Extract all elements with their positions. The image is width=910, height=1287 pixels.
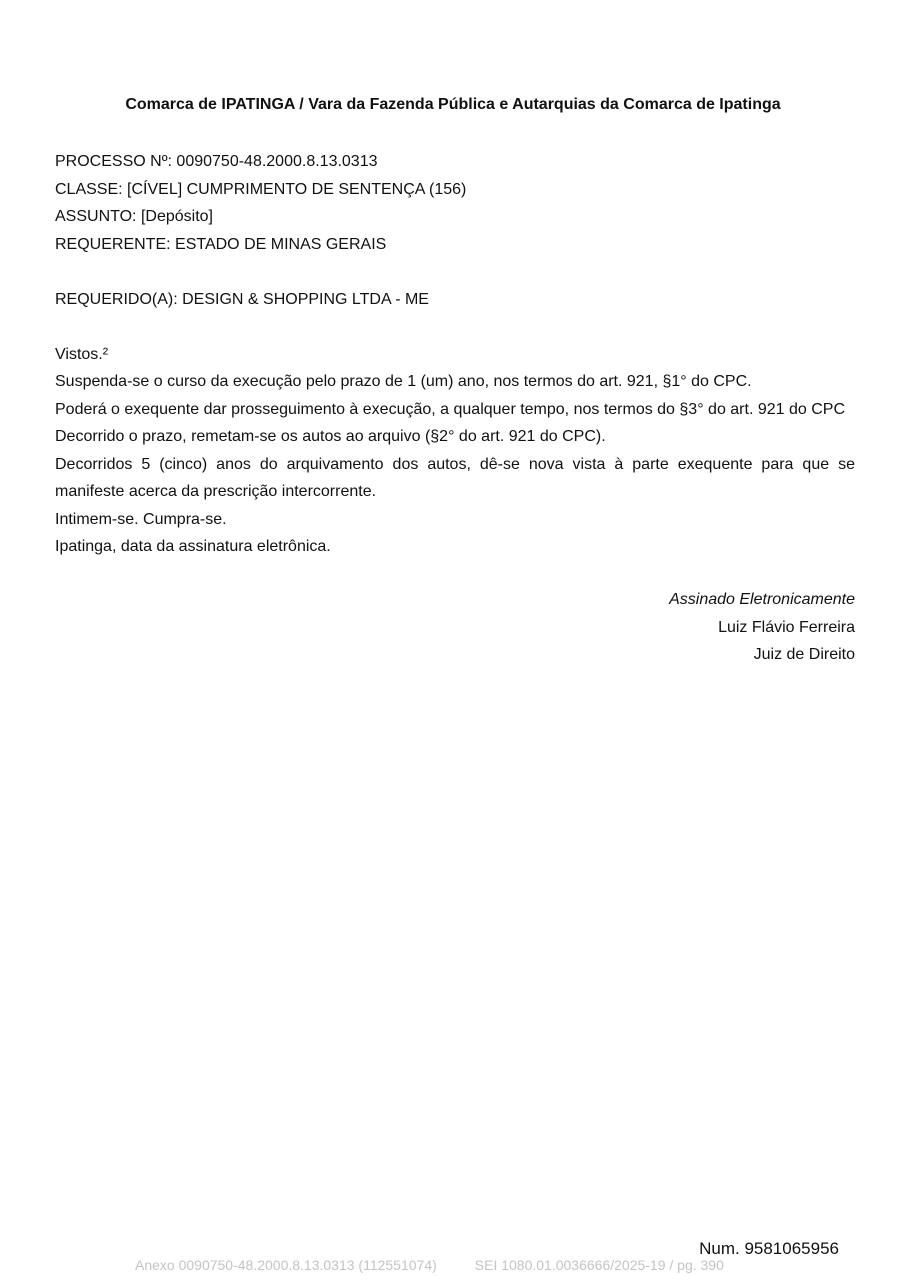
process-class: CLASSE: [CÍVEL] CUMPRIMENTO DE SENTENÇA (156) bbox=[55, 180, 467, 198]
document-number: Num. 9581065956 bbox=[699, 1239, 839, 1258]
decision-paragraph-archive: Decorrido o prazo, remetam-se os autos ao arquivo (§2° do art. 921 do CPC). bbox=[55, 428, 606, 445]
process-number: PROCESSO Nº: 0090750-48.2000.8.13.0313 bbox=[55, 153, 378, 170]
signature-status: Assinado Eletronicamente bbox=[669, 591, 855, 608]
footer-anexo: Anexo 0090750-48.2000.8.13.0313 (112551074) bbox=[135, 1257, 437, 1273]
decision-paragraph-prescription: Decorridos 5 (cinco) anos do arquivamento dos autos, dê-se nova vista à parte exequente para que se manifeste acerca da prescrição intercorrente. bbox=[55, 455, 855, 500]
court-header-title: Comarca de IPATINGA / Vara da Fazenda Pública e Autarquias da Comarca de Ipatinga bbox=[125, 96, 781, 113]
decision-paragraph-continuation: Poderá o exequente dar prosseguimento à execução, a qualquer tempo, nos termos do §3° do art. 921 do CPC bbox=[55, 400, 846, 418]
decision-paragraph-place-date: Ipatinga, data da assinatura eletrônica. bbox=[55, 538, 331, 555]
spacer bbox=[55, 258, 855, 286]
process-defendant: REQUERIDO(A): DESIGN & SHOPPING LTDA - ME bbox=[55, 290, 429, 308]
signature-block bbox=[55, 586, 855, 669]
process-plaintiff: REQUERENTE: ESTADO DE MINAS GERAIS bbox=[55, 235, 387, 253]
spacer bbox=[55, 313, 855, 341]
process-subject: ASSUNTO: [Depósito] bbox=[55, 208, 213, 225]
decision-vistos: Vistos.² bbox=[55, 345, 109, 363]
document-body bbox=[55, 148, 855, 561]
footer-sei: SEI 1080.01.0036666/2025-19 / pg. 390 bbox=[474, 1257, 724, 1273]
decision-paragraph-intimation: Intimem-se. Cumpra-se. bbox=[55, 510, 227, 528]
page-footer bbox=[135, 1256, 724, 1274]
signer-role: Juiz de Direito bbox=[753, 646, 855, 663]
signer-name: Luiz Flávio Ferreira bbox=[718, 618, 855, 636]
decision-paragraph-suspension: Suspenda-se o curso da execução pelo prazo de 1 (um) ano, nos termos do art. 921, §1° do CPC. bbox=[55, 373, 752, 390]
